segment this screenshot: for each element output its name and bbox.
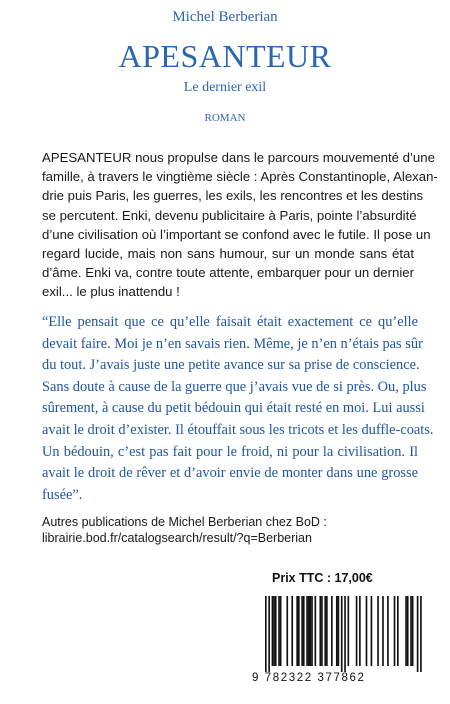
summary-paragraph xyxy=(42,148,438,302)
publications-label: Autres publications de Michel Berberian chez BoD : xyxy=(42,515,327,529)
quote-line: avait le droit d’exister. Il étouffait sous les tricots et les duffle-coats. xyxy=(42,421,434,438)
quote-line: Sans doute à cause de la guerre que j’avais vue de si près. Ou, plus xyxy=(42,378,427,395)
barcode-bar xyxy=(296,596,298,666)
barcode-bar xyxy=(348,596,350,666)
barcode-bar xyxy=(412,596,414,666)
barcode-bar xyxy=(306,596,308,666)
price-label: Prix TTC : 17,00€ xyxy=(272,571,373,585)
barcode-bar xyxy=(268,596,270,672)
barcode-bar xyxy=(394,596,396,666)
barcode-bar xyxy=(377,596,379,666)
barcode-bar xyxy=(338,596,340,666)
barcode-bar xyxy=(321,596,323,666)
barcode-bar xyxy=(341,596,343,672)
quote-line: “Elle pensait que ce qu’elle faisait était exactement ce qu’elle xyxy=(42,314,418,330)
quote-line: du tout. J’avais juste une petite avance sur sa prise de conscience. xyxy=(42,357,420,374)
barcode-bar xyxy=(410,596,412,666)
barcode-bar xyxy=(387,596,389,666)
barcode-bar xyxy=(417,596,419,672)
isbn-barcode xyxy=(256,594,426,678)
book-genre: ROMAN xyxy=(204,112,246,124)
summary-line: exil... le plus inattendu ! xyxy=(42,284,180,300)
book-subtitle: Le dernier exil xyxy=(183,80,267,95)
quote-line: avait le droit de rêver et d’avoir envie de monter dans une grosse xyxy=(42,465,418,482)
barcode-bar xyxy=(331,596,333,666)
summary-line: APESANTEUR nous propulse dans le parcours mouvementé d’une xyxy=(42,150,435,165)
isbn-number: 9 782322 377862 xyxy=(252,672,366,684)
barcode-bar xyxy=(359,596,361,666)
barcode-bar xyxy=(366,596,368,666)
barcode-bar xyxy=(272,596,274,666)
barcode-bar xyxy=(324,596,326,666)
summary-line: drie puis Paris, les guerres, les exils, les rencontres et les destins xyxy=(42,188,424,204)
barcode-bar xyxy=(308,596,310,666)
barcode-bar xyxy=(326,596,328,666)
barcode-bar xyxy=(278,596,280,666)
summary-line: se percutent. Enki, devenu publicitaire à Paris, pointe l’absurdité xyxy=(42,207,417,223)
barcode-bar xyxy=(407,596,409,666)
barcode-bar xyxy=(273,596,275,666)
barcode-bar xyxy=(286,596,288,666)
quote-line: fusée”. xyxy=(42,486,83,503)
barcode-bar xyxy=(311,596,313,666)
barcode-bar xyxy=(298,596,300,666)
barcode-bar xyxy=(280,596,282,666)
quote-line: Un bédouin, c’est pas fait pour le froid, ni pour la civilisation. Il xyxy=(42,443,418,460)
barcode-bar xyxy=(315,596,317,666)
barcode-bar xyxy=(265,596,267,672)
quote-line: devait faire. Moi je n’en savais rien. Même, je n’en n’étais pas sûr xyxy=(42,335,423,352)
barcode-bar xyxy=(371,596,373,666)
summary-line: d’âme. Enki va, contre toute attente, embarquer pour un dernier xyxy=(42,265,414,281)
other-publications xyxy=(42,514,342,546)
publications-link[interactable]: librairie.bod.fr/catalogsearch/result/?q=Berberian xyxy=(42,531,312,545)
book-title: APESANTEUR xyxy=(118,38,332,74)
barcode-bar xyxy=(397,596,399,666)
barcode-icon xyxy=(256,594,426,674)
quote-line: sûrement, à cause du petit bédouin qui était resté en moi. Lui aussi xyxy=(42,400,425,417)
summary-line: famille, à travers le vingtième siècle : Après Constantinople, Alexan- xyxy=(42,169,438,185)
barcode-bar xyxy=(291,596,293,666)
barcode-bar xyxy=(301,596,303,666)
barcode-bar xyxy=(310,596,312,666)
barcode-bar xyxy=(303,596,305,666)
barcode-bar xyxy=(344,596,346,672)
barcode-bar xyxy=(405,596,407,666)
summary-line: d’une civilisation où l’important se confond avec le futile. Il pose un xyxy=(42,226,431,242)
barcode-bar xyxy=(319,596,321,666)
author-name: Michel Berberian xyxy=(172,9,278,25)
summary-line: regard lucide, mais non sans humour, sur un monde sans état xyxy=(42,246,414,262)
barcode-bar xyxy=(382,596,384,666)
barcode-bar xyxy=(356,596,358,666)
barcode-bar xyxy=(336,596,338,666)
barcode-bar xyxy=(420,596,422,672)
excerpt-quote xyxy=(42,312,434,506)
barcode-bar xyxy=(275,596,277,666)
